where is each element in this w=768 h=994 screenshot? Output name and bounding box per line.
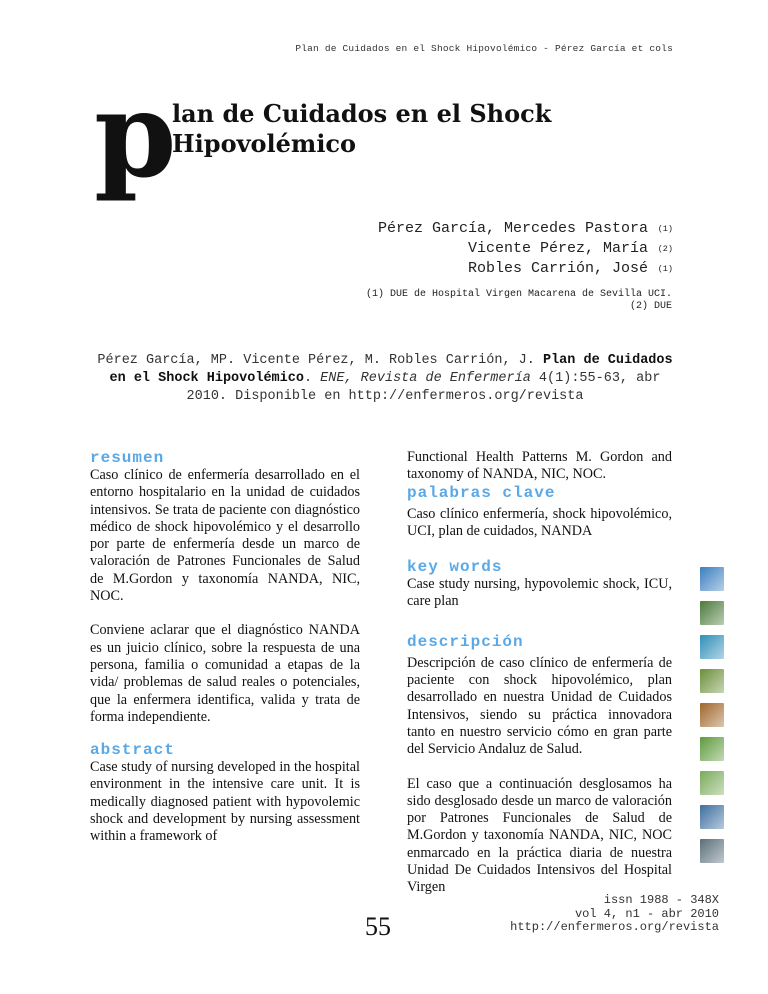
- resumen-heading: resumen: [90, 449, 165, 467]
- citation-authors: Pérez García, MP. Vicente Pérez, M. Robles Carrión, J.: [97, 353, 535, 368]
- affiliations: [366, 289, 672, 313]
- citation-details: 4(1):55-63, abr 2010. Disponible en http://enfermeros.org/revista: [186, 371, 661, 404]
- volume-label: vol 4, n1 - abr 2010: [574, 906, 719, 921]
- resumen-paragraph-1: Caso clínico de enfermería desarrollado en el entorno hospitalario en la unidad de cuidados intensivos. Se trata de paciente con diagnóstico médico de shock hipovolémico y el desarrollo por parte de enfermería desde un marco de valoración de Patrones Funcionales de Salud de M.Gordon y taxonomía NANDA, NIC, NOC.: [90, 467, 360, 605]
- descripcion-heading: descripción: [407, 632, 524, 651]
- key-words-heading: key words: [407, 558, 503, 577]
- resumen-paragraph-2: Conviene aclarar que el diagnóstico NANDA es un juicio clínico, sobre la respuesta de una persona, familia o comunidad a etapas de la vida/ problemas de salud reales o potenciales, que la enfermera identifica, valida y trata de forma independiente.: [90, 622, 360, 725]
- thumbnail-image: [700, 805, 724, 829]
- issn-label: issn 1988 - 348X: [603, 893, 719, 907]
- page-number: 55: [365, 912, 391, 941]
- running-header: Plan de Cuidados en el Shock Hipovolémico - Pérez García et cols: [295, 43, 673, 54]
- author-item: [378, 259, 673, 279]
- author-item: [378, 219, 673, 239]
- page-title: [172, 99, 632, 159]
- journal-footer: [510, 894, 719, 935]
- thumbnail-image: [700, 737, 724, 761]
- citation: Pérez García, MP. Vicente Pérez, M. Robles Carrión, J. Plan de Cuidados en el Shock Hipovolémico. ENE, Revista de Enfermería 4(1):55-63, abr 2010. Disponible en http://enfermeros.org/revista: [97, 353, 673, 404]
- left-column: [90, 449, 360, 846]
- author-affil-marker: (1): [657, 224, 673, 234]
- palabras-clave-heading: palabras clave: [407, 483, 556, 502]
- thumbnail-image: [700, 839, 724, 863]
- descripcion-paragraph-1: Descripción de caso clínico de enfermería de paciente con shock hipovolémico, plan desarrollado en nuestra Unidad de Cuidados Intensivos, siendo su práctica innovadora tanto en nuestro servicio cómo en gran parte del Servicio Andaluz de Salud.: [407, 654, 672, 758]
- author-name: Robles Carrión, José: [467, 260, 648, 277]
- author-list: [378, 219, 673, 279]
- author-affil-marker: (2): [657, 244, 673, 254]
- thumbnail-image: [700, 635, 724, 659]
- thumbnail-image: [700, 771, 724, 795]
- palabras-clave-text: Caso clínico enfermería, shock hipovolémico, UCI, plan de cuidados, NANDA: [407, 505, 672, 539]
- citation-journal: ENE, Revista de Enfermería: [320, 371, 531, 386]
- abstract-heading: abstract: [90, 741, 175, 760]
- thumbnail-image: [700, 567, 724, 591]
- author-name: Vicente Pérez, María: [467, 240, 648, 257]
- key-words-text: Case study nursing, hypovolemic shock, ICU, care plan: [407, 576, 672, 610]
- journal-url[interactable]: http://enfermeros.org/revista: [510, 920, 719, 934]
- thumbnail-image: [700, 703, 724, 727]
- title-line-2: Hipovolémico: [172, 129, 357, 158]
- author-item: [378, 239, 673, 259]
- title-dropcap: p: [94, 65, 177, 204]
- affiliation-line-2: (2) DUE: [629, 301, 672, 312]
- thumbnail-image: [700, 601, 724, 625]
- abstract-paragraph: Case study of nursing developed in the hospital environment in the intensive care unit. It is medically diagnosed patient with hypovolemic shock and development by nursing assessment within a framework of: [90, 759, 360, 845]
- abstract-continuation: Functional Health Patterns M. Gordon and taxonomy of NANDA, NIC, NOC.: [407, 449, 672, 483]
- author-name: Pérez García, Mercedes Pastora: [377, 220, 648, 237]
- citation-title: Plan de Cuidados en el Shock Hipovolémico: [109, 353, 673, 386]
- thumbnail-image: [700, 669, 724, 693]
- author-affil-marker: (1): [657, 264, 673, 274]
- photo-strip: [700, 567, 726, 873]
- title-line-1: lan de Cuidados en el Shock: [172, 99, 552, 128]
- right-column: [407, 449, 672, 897]
- descripcion-paragraph-2: El caso que a continuación desglosamos ha sido desglosado desde un marco de valoración por Patrones Funcionales de Salud de M.Gordon y taxonomía NANDA, NIC, NOC enmarcado en la práctica diaria de nuestra Unidad De Cuidados Intensivos del Hospital Virgen: [407, 775, 672, 896]
- affiliation-line-1: (1) DUE de Hospital Virgen Macarena de Sevilla UCI.: [365, 289, 672, 300]
